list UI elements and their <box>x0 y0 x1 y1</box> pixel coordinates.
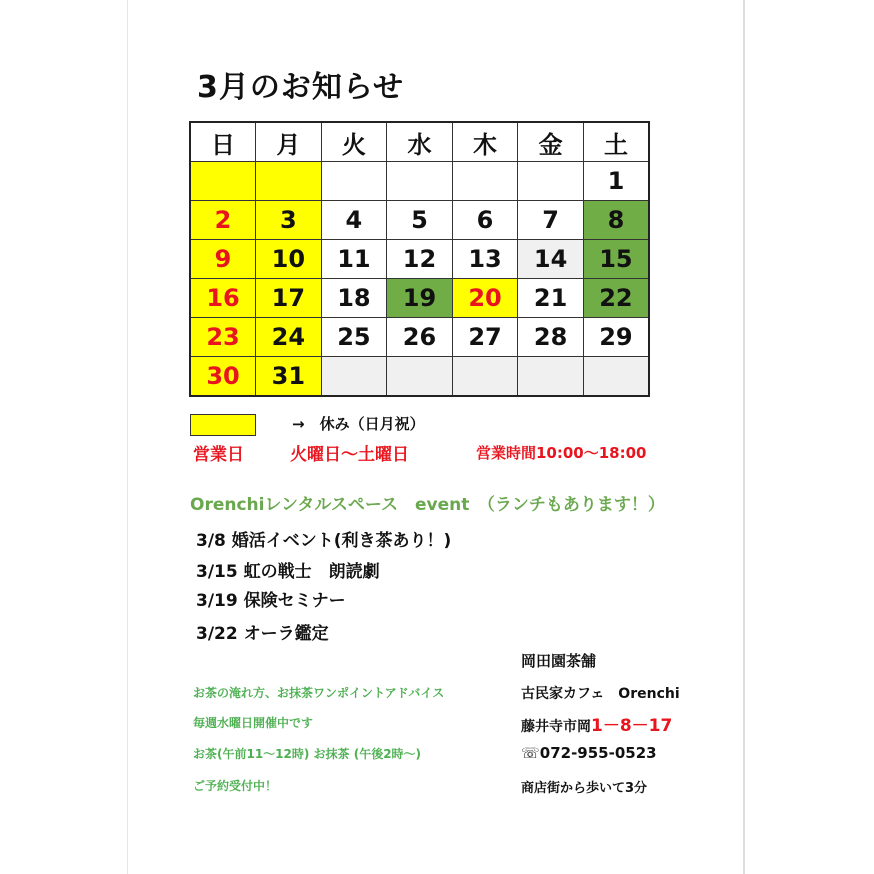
weekday-header: 土 <box>583 122 649 162</box>
calendar-day-cell <box>387 357 453 397</box>
weekday-header: 水 <box>387 122 453 162</box>
calendar-day-cell: 11 <box>321 240 387 279</box>
info-line: お茶の淹れ方、お抹茶ワンポイントアドバイス <box>193 686 445 700</box>
calendar-day-cell: 25 <box>321 318 387 357</box>
event-item: 3/22 オーラ鑑定 <box>196 624 329 644</box>
calendar-header-row <box>190 122 649 162</box>
event-item: 3/19 保険セミナー <box>196 591 346 611</box>
weekday-header: 火 <box>321 122 387 162</box>
calendar-day-cell <box>190 162 256 201</box>
calendar-day-cell: 17 <box>256 279 322 318</box>
calendar-week-row <box>190 240 649 279</box>
march-calendar <box>189 121 650 397</box>
calendar-day-cell: 12 <box>387 240 453 279</box>
calendar-day-cell <box>518 162 584 201</box>
shop-address <box>521 711 672 736</box>
calendar-day-cell: 23 <box>190 318 256 357</box>
calendar-week-row <box>190 357 649 397</box>
sheet-edge-right <box>743 0 745 874</box>
calendar-day-cell: 7 <box>518 201 584 240</box>
calendar-week-row <box>190 201 649 240</box>
calendar-day-cell: 9 <box>190 240 256 279</box>
business-days-value: 火曜日～土曜日 <box>290 445 409 465</box>
calendar-day-cell: 8 <box>583 201 649 240</box>
calendar-day-cell: 14 <box>518 240 584 279</box>
weekday-header: 月 <box>256 122 322 162</box>
event-item: 3/15 虹の戦士 朗読劇 <box>196 562 380 582</box>
calendar-day-cell: 26 <box>387 318 453 357</box>
calendar-day-cell <box>452 162 518 201</box>
calendar-day-cell: 19 <box>387 279 453 318</box>
calendar-day-cell: 28 <box>518 318 584 357</box>
page-title: 3月のお知らせ <box>197 70 404 105</box>
legend-holiday-swatch <box>190 414 256 436</box>
shop-cafe: 古民家カフェ Orenchi <box>521 686 680 702</box>
calendar-day-cell <box>256 162 322 201</box>
calendar-day-cell: 22 <box>583 279 649 318</box>
shop-access: 商店街から歩いて3分 <box>521 781 648 796</box>
rental-space-heading: Orenchiレンタルスペース event （ランチもあります！） <box>190 495 665 515</box>
calendar-day-cell: 2 <box>190 201 256 240</box>
sheet-edge-left <box>127 0 128 874</box>
calendar-day-cell: 10 <box>256 240 322 279</box>
calendar-day-cell <box>321 162 387 201</box>
calendar-week-row <box>190 318 649 357</box>
info-line: ご予約受付中！ <box>193 779 278 793</box>
calendar-day-cell <box>452 357 518 397</box>
calendar-day-cell <box>583 357 649 397</box>
calendar-day-cell: 15 <box>583 240 649 279</box>
calendar-body <box>190 162 649 397</box>
calendar-day-cell: 29 <box>583 318 649 357</box>
calendar-day-cell: 31 <box>256 357 322 397</box>
shop-name: 岡田園茶舗 <box>521 652 597 670</box>
calendar-day-cell: 20 <box>452 279 518 318</box>
calendar-day-cell <box>321 357 387 397</box>
info-line: 毎週水曜日開催中です <box>193 716 314 730</box>
calendar-day-cell: 21 <box>518 279 584 318</box>
calendar-day-cell: 27 <box>452 318 518 357</box>
calendar-day-cell: 6 <box>452 201 518 240</box>
business-hours: 営業時間10:00～18:00 <box>476 444 647 462</box>
event-item: 3/8 婚活イベント(利き茶あり！) <box>196 531 452 551</box>
calendar-day-cell <box>518 357 584 397</box>
shop-address-prefix: 藤井寺市岡 <box>521 719 591 735</box>
calendar-day-cell: 18 <box>321 279 387 318</box>
calendar-day-cell: 5 <box>387 201 453 240</box>
calendar-day-cell: 16 <box>190 279 256 318</box>
calendar-week-row <box>190 279 649 318</box>
weekday-header: 日 <box>190 122 256 162</box>
calendar-day-cell: 3 <box>256 201 322 240</box>
calendar-day-cell: 1 <box>583 162 649 201</box>
calendar-day-cell: 13 <box>452 240 518 279</box>
calendar-day-cell: 30 <box>190 357 256 397</box>
weekday-header: 木 <box>452 122 518 162</box>
shop-address-number: 1－8－17 <box>591 716 673 736</box>
info-line: お茶(午前11～12時) お抹茶 (午後2時～) <box>193 747 422 761</box>
business-days-label: 営業日 <box>193 445 244 465</box>
shop-phone: ☏072-955-0523 <box>521 744 657 762</box>
calendar-day-cell: 4 <box>321 201 387 240</box>
calendar-week-row <box>190 162 649 201</box>
legend-holiday-text: → 休み（日月祝） <box>292 415 425 433</box>
calendar-day-cell <box>387 162 453 201</box>
weekday-header: 金 <box>518 122 584 162</box>
calendar-day-cell: 24 <box>256 318 322 357</box>
